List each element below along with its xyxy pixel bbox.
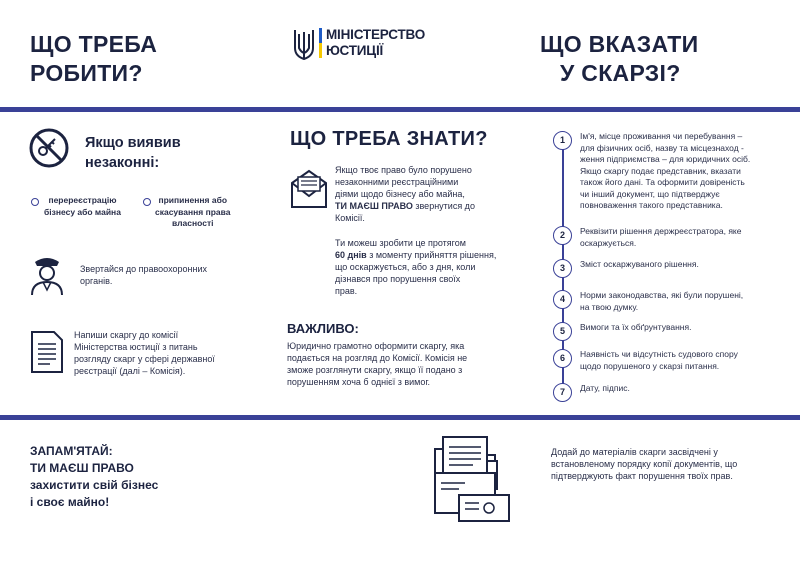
step-6-line: щодо порушеного у скарзі питання. xyxy=(580,360,720,371)
p2-line3: що оскаржується, або з дня, коли xyxy=(335,262,476,272)
step-5-line: Вимоги та їх обґрунтування. xyxy=(580,322,692,332)
document-icon xyxy=(30,330,64,374)
logo-text xyxy=(326,27,425,59)
logo-line2: ЮСТИЦІЇ xyxy=(326,43,384,58)
option1-bullet xyxy=(31,198,39,206)
option2-line1: припинення або xyxy=(158,195,228,205)
you-have-right-text: ТИ МАЄШ ПРАВО xyxy=(335,201,413,211)
option1-line1: перереєстрацію xyxy=(48,195,117,205)
left-title-line2: РОБИТИ? xyxy=(30,60,143,86)
step-text-2 xyxy=(580,226,780,249)
step-text-7 xyxy=(580,383,780,395)
step-number-4: 4 xyxy=(553,290,572,309)
step-1-line: чи інший документ, що підтверджує xyxy=(580,188,720,199)
attach-line2: встановленому порядку копії документів, що xyxy=(551,459,738,469)
left-header-title xyxy=(30,30,157,88)
p1-line4 xyxy=(335,200,475,212)
right-violated-paragraph xyxy=(335,164,475,224)
left-title-line1: ЩО ТРЕБА xyxy=(30,31,158,57)
remember-line4: і своє майно! xyxy=(30,495,110,509)
step-6-line: Наявність чи відсутність судового спору xyxy=(580,349,738,359)
complaint-line2: Міністерства юстиції з питань xyxy=(74,342,198,352)
important-line1: Юридично грамотно оформити скаргу, яка xyxy=(287,341,465,351)
step-1-line: повноваження такого представника. xyxy=(580,200,723,210)
option2-bullet xyxy=(143,198,151,206)
step-4-line: Норми законодавства, які були порушені, xyxy=(580,290,744,300)
sixty-days-text: 60 днів xyxy=(335,250,367,260)
remember-line1: ЗАПАМ'ЯТАЙ: xyxy=(30,444,113,458)
step-number-1: 1 xyxy=(553,131,572,150)
step-number-3: 3 xyxy=(553,259,572,278)
step-text-6 xyxy=(580,349,780,372)
top-divider xyxy=(0,107,800,112)
police-officer-icon xyxy=(28,252,66,296)
complaint-line3: розгляду скарг у сфері державної xyxy=(74,354,215,364)
step-2-line: Реквізити рішення держреєстратора, яке xyxy=(580,226,742,236)
envelope-letter-icon xyxy=(288,167,330,209)
important-line4: порушенням хоча б однієї з вимог. xyxy=(287,377,431,387)
step-4-line: на твою думку. xyxy=(580,301,639,312)
found-line2: незаконні: xyxy=(85,155,160,171)
p2-line2 xyxy=(335,249,496,261)
step-number-5: 5 xyxy=(553,322,572,341)
step-3-line: Зміст оскаржуваного рішення. xyxy=(580,259,699,269)
p1-line3: діями щодо бізнесу або майна, xyxy=(335,189,465,199)
p1-line4-rest: звернутися до xyxy=(412,201,475,211)
step-1-line: ження підприємства – для юридичних осіб. xyxy=(580,154,751,164)
what-to-know-title: ЩО ТРЕБА ЗНАТИ? xyxy=(290,128,488,150)
logo-line1: МІНІСТЕРСТВО xyxy=(326,27,426,42)
step-text-3 xyxy=(580,259,780,271)
complaint-text xyxy=(74,329,249,377)
step-text-5 xyxy=(580,322,780,334)
flag-blue-stripe xyxy=(319,28,322,43)
step-1-line: для фізичних осіб, назву та місцезнаход - xyxy=(580,142,744,153)
step-1-line: також його дані. Та оформити довіреність xyxy=(580,177,745,187)
right-title-line1: ЩО ВКАЗАТИ xyxy=(540,31,699,57)
documents-folder-icon xyxy=(425,433,513,525)
p2-line2-rest: з моменту прийняття рішення, xyxy=(366,250,497,260)
attach-copies-text xyxy=(551,446,737,482)
remember-block xyxy=(30,443,158,511)
option1-line2: бізнесу або майна xyxy=(44,206,121,217)
deadline-paragraph xyxy=(335,237,496,297)
bottom-divider xyxy=(0,415,800,420)
option2-line3: власності xyxy=(172,218,214,228)
option1-text xyxy=(44,195,121,218)
p1-line1: Якщо твоє право було порушено xyxy=(335,165,472,175)
police-line2: органів. xyxy=(80,276,113,286)
police-line1: Звертайся до правоохоронних xyxy=(80,264,207,274)
remember-line3: захистити свій бізнес xyxy=(30,478,159,492)
step-number-2: 2 xyxy=(553,226,572,245)
p2-line1: Ти можеш зробити це протягом xyxy=(335,238,466,248)
complaint-line1: Напиши скаргу до комісії xyxy=(74,330,179,340)
step-text-1 xyxy=(580,131,780,212)
found-line1: Якщо виявив xyxy=(85,135,181,151)
step-text-4 xyxy=(580,290,780,313)
option2-text xyxy=(155,195,231,230)
complaint-line4: реєстрації (далі – Комісія). xyxy=(74,366,186,376)
important-heading: ВАЖЛИВО: xyxy=(287,321,359,336)
option2-line2: скасування права xyxy=(155,206,231,217)
trident-emblem-icon xyxy=(292,26,316,64)
prohibited-keys-icon xyxy=(28,127,70,169)
police-text xyxy=(80,263,207,287)
step-7-line: Дату, підпис. xyxy=(580,383,630,393)
p2-line5: прав. xyxy=(335,286,358,296)
ministry-logo xyxy=(292,26,432,66)
right-title-line2: У СКАРЗІ? xyxy=(560,60,681,86)
attach-line1: Додай до матеріалів скарги засвідчені у xyxy=(551,447,718,457)
important-text xyxy=(287,340,467,388)
attach-line3: підтверджують факт порушення твоїх прав. xyxy=(551,471,733,481)
found-illegal-heading xyxy=(85,133,181,173)
step-1-line: Якщо скаргу подає представник, вказати xyxy=(580,165,741,176)
p2-line4: дізнався про порушення своїх xyxy=(335,274,461,284)
step-number-7: 7 xyxy=(553,383,572,402)
important-line3: зможе розглянути скаргу, якщо її подано з xyxy=(287,365,463,375)
important-line2: подається на розгляд до Комісії. Комісія не xyxy=(287,353,468,363)
flag-yellow-stripe xyxy=(319,43,322,58)
step-2-line: оскаржується. xyxy=(580,237,637,248)
step-1-line: Ім'я, місце проживання чи перебування – xyxy=(580,131,743,141)
step-number-6: 6 xyxy=(553,349,572,368)
p1-line2: незаконними реєстраційними xyxy=(335,177,459,187)
right-header-title xyxy=(540,30,698,88)
remember-line2: ТИ МАЄШ ПРАВО xyxy=(30,461,134,475)
p1-line5: Комісії. xyxy=(335,213,365,223)
